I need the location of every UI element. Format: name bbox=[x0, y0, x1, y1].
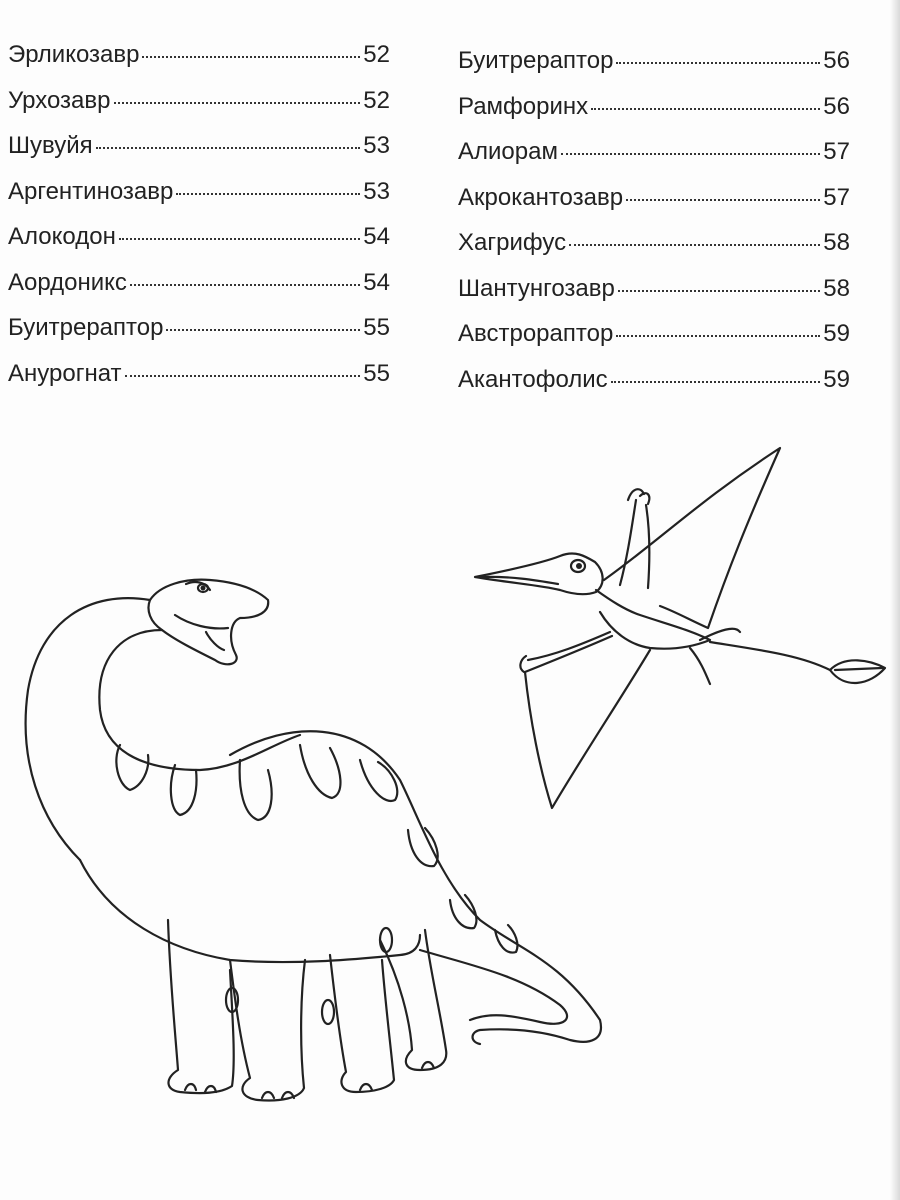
toc-entry bbox=[458, 229, 850, 275]
pterosaur-arm bbox=[620, 500, 649, 588]
toc-entry-name: Акрокантозавр bbox=[458, 183, 624, 211]
toc-entry bbox=[458, 320, 850, 366]
pterosaur-lower-wing bbox=[525, 636, 650, 808]
toc-entry-page: 52 bbox=[363, 41, 390, 68]
toc-entry-name: Шувуйя bbox=[8, 132, 93, 159]
pterosaur-beak-line bbox=[480, 577, 558, 584]
toc-leader-dots bbox=[618, 290, 820, 292]
toc-left-column bbox=[8, 41, 390, 405]
toc-entry-name: Аордоникс bbox=[8, 268, 127, 296]
toc-entry-page: 54 bbox=[363, 268, 390, 296]
toc-entry bbox=[8, 132, 390, 178]
toc-entry bbox=[8, 41, 390, 87]
toc-entry bbox=[8, 360, 390, 406]
sauropod-neck-inner bbox=[99, 630, 300, 770]
pterosaur-leg-front bbox=[520, 632, 610, 672]
pterosaur-body bbox=[596, 590, 710, 649]
sauropod-front-leg-2 bbox=[230, 960, 305, 1101]
toc-entry bbox=[458, 184, 850, 230]
toc-entry-name: Урхозавр bbox=[8, 86, 111, 114]
toc-entry bbox=[8, 223, 390, 269]
pterosaur-leg-back bbox=[690, 629, 740, 684]
toc-entry-name: Акантофолис bbox=[458, 365, 608, 393]
sauropod-tail-underside bbox=[420, 950, 567, 1024]
toc-leader-dots bbox=[611, 381, 821, 383]
toc-leader-dots bbox=[626, 199, 820, 201]
sauropod-eye bbox=[198, 584, 208, 592]
toc-leader-dots bbox=[176, 193, 360, 195]
toc-entry-page: 55 bbox=[363, 314, 390, 341]
pterosaur-upper-wing bbox=[604, 448, 780, 628]
sauropod-mouth bbox=[175, 615, 228, 650]
sauropod-front-leg bbox=[168, 920, 234, 1093]
toc-entry-name: Анурогнат bbox=[8, 359, 122, 387]
toc-entry-name: Шантунгозавр bbox=[458, 274, 615, 302]
toc-leader-dots bbox=[166, 329, 360, 331]
toc-leader-dots bbox=[616, 62, 820, 64]
toc-entry-page: 58 bbox=[823, 229, 850, 256]
sauropod-head bbox=[149, 580, 269, 665]
toc-entry-page: 55 bbox=[363, 359, 390, 387]
toc-entry bbox=[458, 275, 850, 321]
toc-leader-dots bbox=[125, 375, 361, 377]
toc-leader-dots bbox=[114, 102, 361, 104]
sauropod-knee-ring bbox=[226, 988, 238, 1012]
pterosaur-tail-vane bbox=[830, 660, 885, 683]
toc-entry-page: 59 bbox=[823, 365, 850, 393]
toc-entry-page: 59 bbox=[823, 320, 850, 347]
toc-entry bbox=[8, 87, 390, 133]
sauropod-hind-leg bbox=[330, 955, 394, 1092]
toc-entry bbox=[458, 47, 850, 93]
toc-entry-page: 56 bbox=[823, 92, 850, 120]
sauropod-brow bbox=[186, 582, 210, 590]
toc-entry-page: 56 bbox=[823, 47, 850, 74]
toc-entry-name: Рамфоринх bbox=[458, 92, 589, 120]
toc-leader-dots bbox=[569, 244, 820, 246]
toc-entry bbox=[8, 269, 390, 315]
pterosaur-head bbox=[475, 554, 603, 595]
toc-leader-dots bbox=[130, 284, 360, 286]
sauropod-neck-outer bbox=[26, 598, 150, 860]
toc-entry-page: 57 bbox=[823, 138, 850, 165]
toc-entry-name: Буитрераптор bbox=[458, 47, 614, 74]
toc-entry-page: 58 bbox=[823, 274, 850, 302]
toc-entry bbox=[8, 178, 390, 224]
sauropod-hind-leg-2 bbox=[380, 930, 446, 1070]
toc-entry-name: Эрликозавр bbox=[8, 41, 140, 68]
toc-entry-name: Буитрераптор bbox=[8, 314, 164, 341]
pterosaur-fingers bbox=[628, 489, 649, 504]
toc-entry-name: Хагрифус bbox=[458, 229, 567, 256]
toc-entry-name: Алиорам bbox=[458, 138, 558, 165]
toc-entry bbox=[458, 93, 850, 139]
sauropod-belly bbox=[80, 860, 420, 962]
toc-entry-page: 52 bbox=[363, 86, 390, 114]
toc-entry-page: 53 bbox=[363, 177, 390, 205]
sauropod-toes bbox=[185, 1062, 434, 1098]
toc-leader-dots bbox=[119, 238, 360, 240]
toc-entry bbox=[458, 138, 850, 184]
toc-entry-page: 57 bbox=[823, 183, 850, 211]
toc-right-column bbox=[458, 47, 850, 411]
sauropod-back bbox=[230, 731, 601, 1044]
toc-entry bbox=[458, 366, 850, 412]
toc-entry bbox=[8, 314, 390, 360]
toc-leader-dots bbox=[591, 108, 820, 110]
toc-leader-dots bbox=[142, 56, 360, 58]
toc-entry-page: 53 bbox=[363, 132, 390, 159]
page-edge-shadow bbox=[890, 0, 900, 1200]
toc-entry-name: Австрораптор bbox=[458, 320, 614, 347]
toc-leader-dots bbox=[96, 147, 361, 149]
toc-entry-page: 54 bbox=[363, 223, 390, 250]
sauropod-stripes bbox=[116, 745, 517, 953]
toc-entry-name: Алокодон bbox=[8, 223, 116, 250]
pterosaur-tail bbox=[710, 642, 830, 670]
toc-leader-dots bbox=[561, 153, 820, 155]
toc-leader-dots bbox=[616, 335, 820, 337]
toc-entry-name: Аргентинозавр bbox=[8, 177, 174, 205]
pterosaur-eye bbox=[571, 560, 585, 572]
